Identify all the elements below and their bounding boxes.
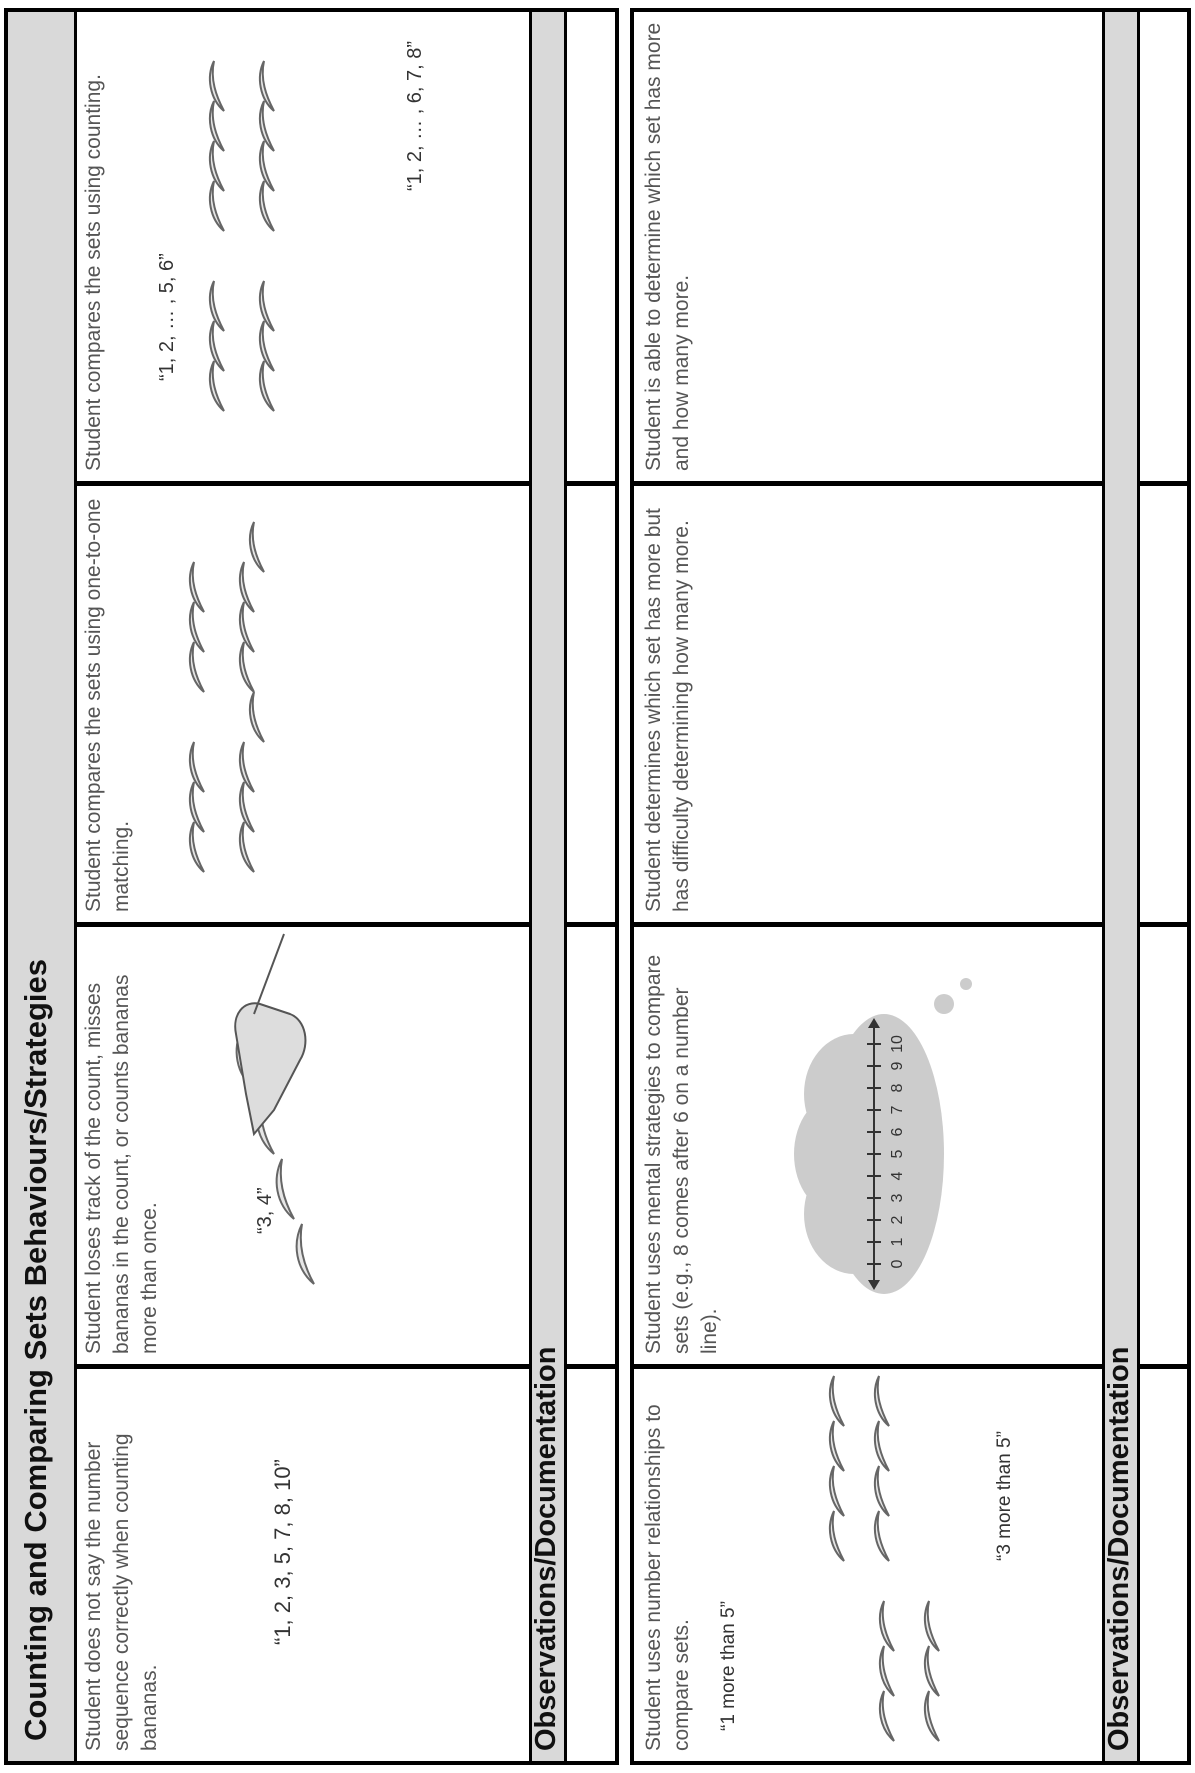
behaviours-table-top [4, 8, 619, 1765]
behaviour-cell [634, 1364, 1102, 1761]
quote: “1, 2, 3, 5, 7, 8, 10” [270, 1459, 295, 1645]
behaviour-text: Student compares the sets using counting. [82, 74, 105, 471]
number-line-label: 4 [889, 1171, 906, 1181]
observations-label: Observations/Documentation [1103, 1346, 1135, 1751]
behaviour-cell [634, 12, 1102, 481]
behaviour-row-top [74, 12, 529, 1761]
behaviour-text: Student uses mental strategies to compare sets (e.g., 8 comes after 6 on a number line). [642, 954, 721, 1354]
behaviour-cell [74, 481, 529, 922]
observations-bar [1102, 12, 1140, 1761]
banana-sets-counting [184, 41, 394, 421]
behaviours-table-bottom [630, 8, 1191, 1765]
quote: “3 more than 5” [994, 1431, 1015, 1561]
observation-cell[interactable] [1140, 1364, 1187, 1761]
number-line-label: 9 [889, 1061, 906, 1071]
quote: “1 more than 5” [718, 1601, 739, 1731]
behaviour-text: Student compares the sets using one-to-one matching. [82, 498, 133, 912]
behaviour-text: Student loses track of the count, misses bananas in the count, or counts bananas more than once. [82, 974, 161, 1354]
observation-cell[interactable] [567, 1364, 615, 1761]
behaviour-text: Student is able to determine which set has more and how many more. [642, 22, 693, 471]
number-line-label: 5 [889, 1149, 906, 1159]
number-line-label: 6 [889, 1127, 906, 1137]
quote: “1, 2, … , 5, 6” [156, 253, 178, 381]
observation-cell[interactable] [567, 922, 615, 1364]
behaviour-row-bottom [634, 12, 1102, 1761]
behaviour-text: Student determines which set has more but has difficulty determining how many more. [642, 508, 693, 912]
quote: “3, 4” [254, 1187, 276, 1234]
observations-row [1140, 12, 1187, 1761]
number-line-label: 10 [889, 1035, 906, 1053]
behaviour-cell [74, 1364, 529, 1761]
observations-row [567, 12, 615, 1761]
title-bar [8, 12, 77, 1761]
observation-cell[interactable] [1140, 922, 1187, 1364]
observation-cell[interactable] [567, 481, 615, 922]
number-line-label: 1 [889, 1237, 906, 1247]
banana-sets-relationships [744, 1371, 984, 1751]
behaviour-text: Student does not say the number sequence correctly when counting bananas. [82, 1433, 161, 1751]
observations-label: Observations/Documentation [530, 1346, 562, 1751]
behaviour-cell [74, 922, 529, 1364]
banana-row-with-hand [184, 924, 344, 1304]
page-title: Counting and Comparing Sets Behaviours/Strategies [18, 958, 53, 1741]
behaviour-text: Student uses number relationships to compare sets. [642, 1404, 693, 1751]
number-line-label: 2 [889, 1215, 906, 1225]
observation-cell[interactable] [567, 12, 615, 481]
number-line-label: 8 [889, 1083, 906, 1093]
banana-sets-matching [164, 492, 384, 892]
observations-bar [529, 12, 567, 1761]
behaviour-cell [634, 481, 1102, 922]
number-line-label: 3 [889, 1193, 906, 1203]
thought-cloud-number-line [734, 964, 994, 1304]
quote: “1, 2, … , 6, 7, 8” [404, 40, 426, 191]
observation-cell[interactable] [1140, 481, 1187, 922]
observation-cell[interactable] [1140, 12, 1187, 481]
number-line-label: 7 [889, 1105, 906, 1115]
number-line-label: 0 [889, 1259, 906, 1269]
behaviour-cell [634, 922, 1102, 1364]
behaviour-cell [74, 12, 529, 481]
